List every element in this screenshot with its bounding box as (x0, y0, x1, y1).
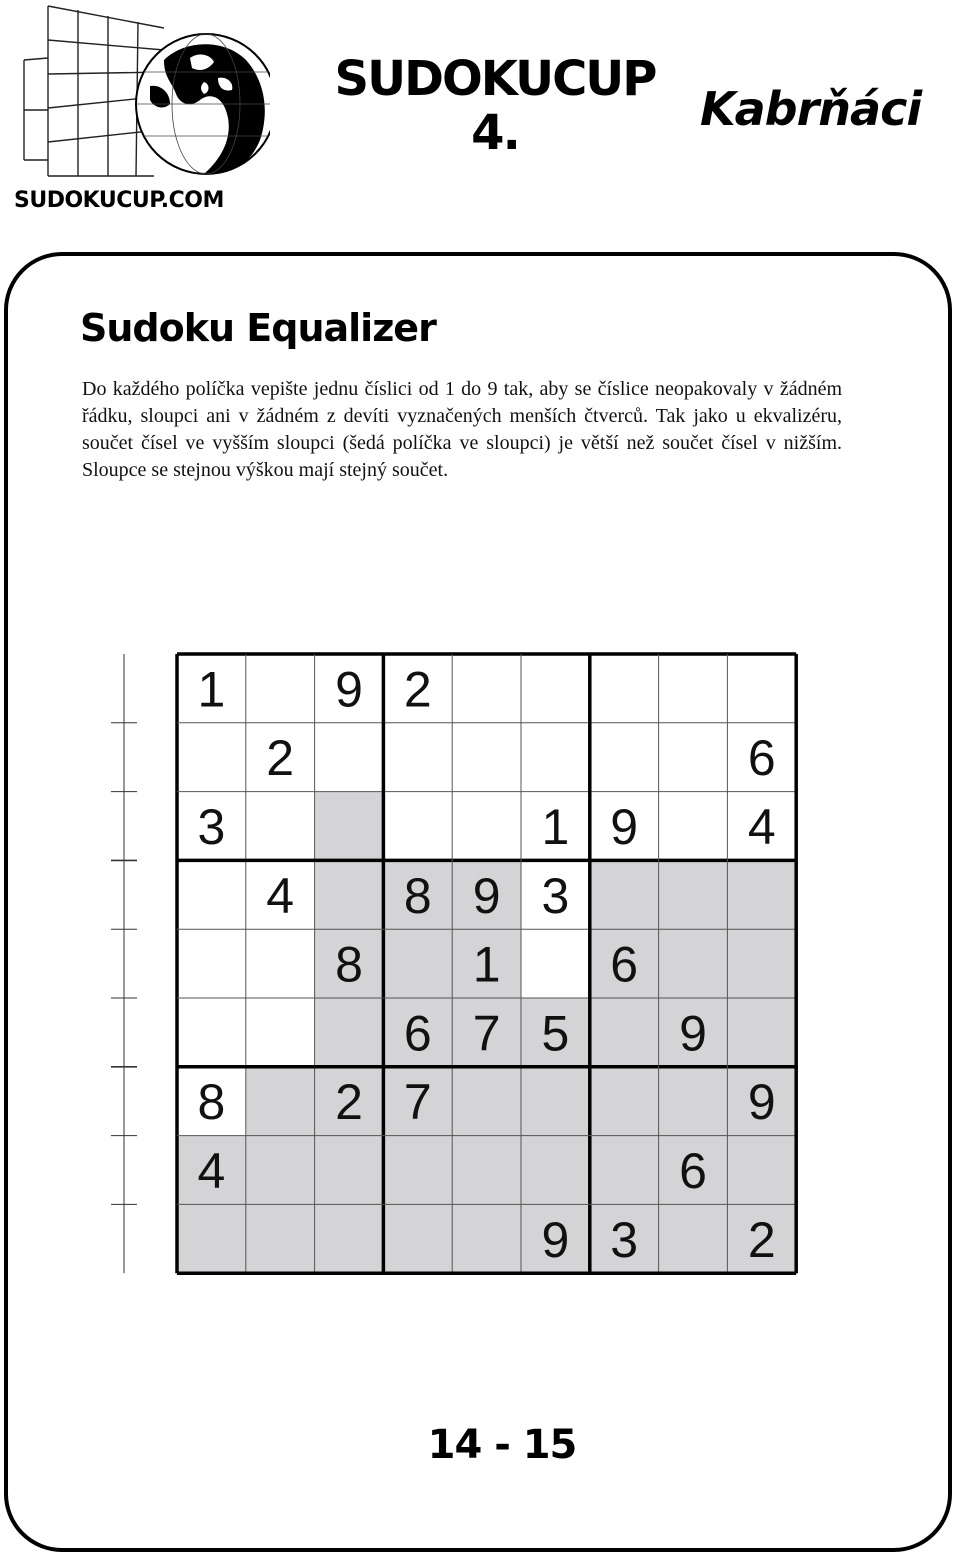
shaded-cell (177, 1204, 246, 1273)
grid-cell[interactable]: 1 (472, 936, 501, 993)
shaded-cell (452, 1136, 521, 1205)
grid-cell[interactable]: 2 (403, 661, 432, 718)
grid-cell[interactable]: 2 (266, 730, 295, 787)
grid-cell[interactable]: 7 (403, 1074, 432, 1131)
grid-cell[interactable]: 7 (472, 1005, 501, 1062)
shaded-cell (659, 860, 728, 929)
grid-cell[interactable]: 9 (541, 1211, 570, 1268)
shaded-cell (590, 860, 659, 929)
team-name: Kabrňáci (700, 82, 922, 136)
shaded-cell (383, 929, 452, 998)
shaded-cell (659, 929, 728, 998)
shaded-cell (315, 1136, 384, 1205)
grid-cell[interactable]: 3 (610, 1211, 639, 1268)
shaded-cell (315, 998, 384, 1067)
grid-cell[interactable]: 9 (335, 661, 363, 718)
shaded-cell (246, 1067, 315, 1136)
puzzle-title: Sudoku Equalizer (80, 306, 436, 350)
row-height-scale (111, 654, 137, 1273)
grid-cell[interactable]: 6 (747, 730, 776, 787)
grid-cell[interactable]: 8 (335, 936, 363, 993)
shaded-cell (727, 860, 796, 929)
grid-cell[interactable]: 4 (197, 1143, 226, 1199)
shaded-cell (590, 998, 659, 1067)
puzzle-instructions: Do každého políčka vepište jednu číslici od 1 do 9 tak, aby se číslice neopakovaly v žádném řádku, sloupci ani v žádném z devíti vyznačených menších čtverců. Tak jako u ekvalizéru, součet čísel ve vyšším sloupci (šedá políčka ve sloupci) je větší než součet čísel v nižším. Sloupce se stejnou výškou mají stejný součet. (82, 378, 842, 481)
shaded-cell (315, 860, 384, 929)
grid-cell[interactable]: 6 (610, 936, 639, 993)
shaded-cell (383, 1136, 452, 1205)
shaded-cell (659, 1067, 728, 1136)
shaded-cell (727, 998, 796, 1067)
shaded-cell (659, 1204, 728, 1273)
page-number: 14 - 15 (427, 1422, 577, 1468)
grid-cell[interactable]: 6 (403, 1005, 432, 1062)
grid-cell[interactable]: 9 (747, 1074, 776, 1131)
grid-cell[interactable]: 2 (747, 1211, 776, 1268)
grid-cell[interactable]: 3 (541, 867, 570, 924)
shaded-cell (246, 1136, 315, 1205)
grid-cell[interactable]: 8 (197, 1074, 226, 1131)
shaded-cell (727, 1136, 796, 1205)
shaded-cell (521, 1067, 590, 1136)
shaded-cell (315, 792, 384, 861)
shaded-cell (383, 1204, 452, 1273)
grid-cell[interactable]: 1 (541, 799, 570, 855)
grid-cell[interactable]: 9 (472, 867, 501, 924)
shaded-cell (246, 1204, 315, 1273)
shaded-cell (315, 1204, 384, 1273)
grid-cell[interactable]: 4 (747, 799, 776, 855)
shaded-cell (727, 929, 796, 998)
grid-cell[interactable]: 6 (679, 1143, 707, 1199)
grid-cell[interactable]: 2 (335, 1074, 363, 1131)
grid-cell[interactable]: 8 (403, 867, 432, 924)
shaded-cell (590, 1067, 659, 1136)
grid-cell[interactable]: 5 (541, 1005, 570, 1062)
grid-cell[interactable]: 9 (679, 1005, 707, 1062)
shaded-cell (521, 1136, 590, 1205)
shaded-cell (590, 1136, 659, 1205)
grid-cell[interactable]: 4 (266, 867, 295, 924)
grid-cell[interactable]: 9 (610, 799, 639, 855)
event-title-line1: SUDOKUCUP (334, 51, 656, 107)
site-url: SUDOKUCUP.COM (14, 188, 224, 213)
grid-cell[interactable]: 3 (197, 799, 226, 855)
shaded-cell (452, 1067, 521, 1136)
event-title-line2: 4. (471, 105, 519, 161)
grid-cell[interactable]: 1 (197, 661, 226, 718)
shaded-cell (452, 1204, 521, 1273)
